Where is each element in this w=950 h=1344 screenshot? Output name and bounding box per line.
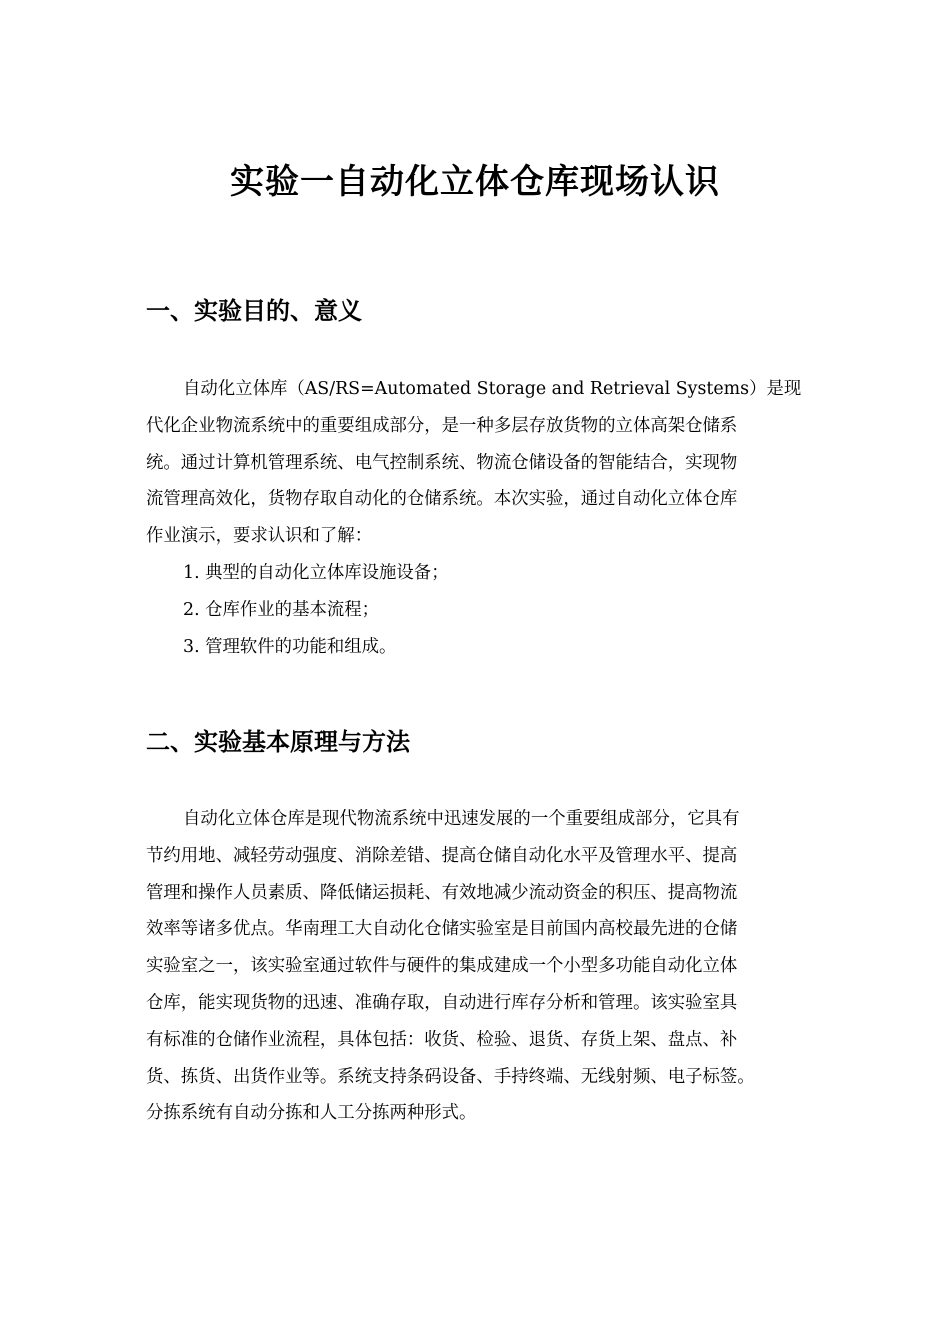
paragraph-line: 自动化立体库（AS/RS=Automated Storage and Retrieval Systems）是现	[183, 379, 802, 399]
section-body-principles	[146, 801, 826, 1132]
list-item: 2. 仓库作业的基本流程；	[183, 599, 380, 620]
paragraph-line: 实验室之一，该实验室通过软件与硬件的集成建成一个小型多功能自动化立体	[146, 956, 738, 977]
list-item: 3. 管理软件的功能和组成。	[183, 636, 397, 657]
paragraph-line: 仓库，能实现货物的迅速、准确存取，自动进行库存分析和管理。该实验室具	[146, 992, 738, 1013]
paragraph-line: 有标准的仓储作业流程，具体包括：收货、检验、退货、存货上架、盘点、补	[146, 1029, 738, 1050]
paragraph-line: 统。通过计算机管理系统、电气控制系统、物流仓储设备的智能结合，实现物	[146, 452, 738, 473]
paragraph-line: 代化企业物流系统中的重要组成部分，是一种多层存放货物的立体高架仓储系	[146, 415, 738, 436]
paragraph-line: 货、拣货、出货作业等。系统支持条码设备、手持终端、无线射频、电子标签。	[146, 1066, 755, 1087]
paragraph-line: 节约用地、减轻劳动强度、消除差错、提高仓储自动化水平及管理水平、提高	[146, 845, 738, 866]
paragraph-line: 流管理高效化，货物存取自动化的仓储系统。本次实验，通过自动化立体仓库	[146, 489, 738, 510]
paragraph-line: 作业演示，要求认识和了解：	[146, 526, 373, 547]
section-heading-principles: 二、实验基本原理与方法	[146, 728, 410, 756]
paragraph-line: 管理和操作人员素质、降低储运损耗、有效地减少流动资金的积压、提高物流	[146, 882, 738, 903]
list-item: 1. 典型的自动化立体库设施设备；	[183, 562, 449, 583]
paragraph-line: 自动化立体仓库是现代物流系统中迅速发展的一个重要组成部分，它具有	[183, 809, 740, 829]
section-body-purpose	[146, 371, 826, 665]
paragraph-line: 分拣系统有自动分拣和人工分拣两种形式。	[146, 1103, 477, 1124]
paragraph-line: 效率等诸多优点。华南理工大自动化仓储实验室是目前国内高校最先进的仓储	[146, 919, 738, 940]
document-title: 实验一自动化立体仓库现场认识	[230, 162, 720, 202]
section-heading-purpose: 一、实验目的、意义	[146, 297, 362, 325]
